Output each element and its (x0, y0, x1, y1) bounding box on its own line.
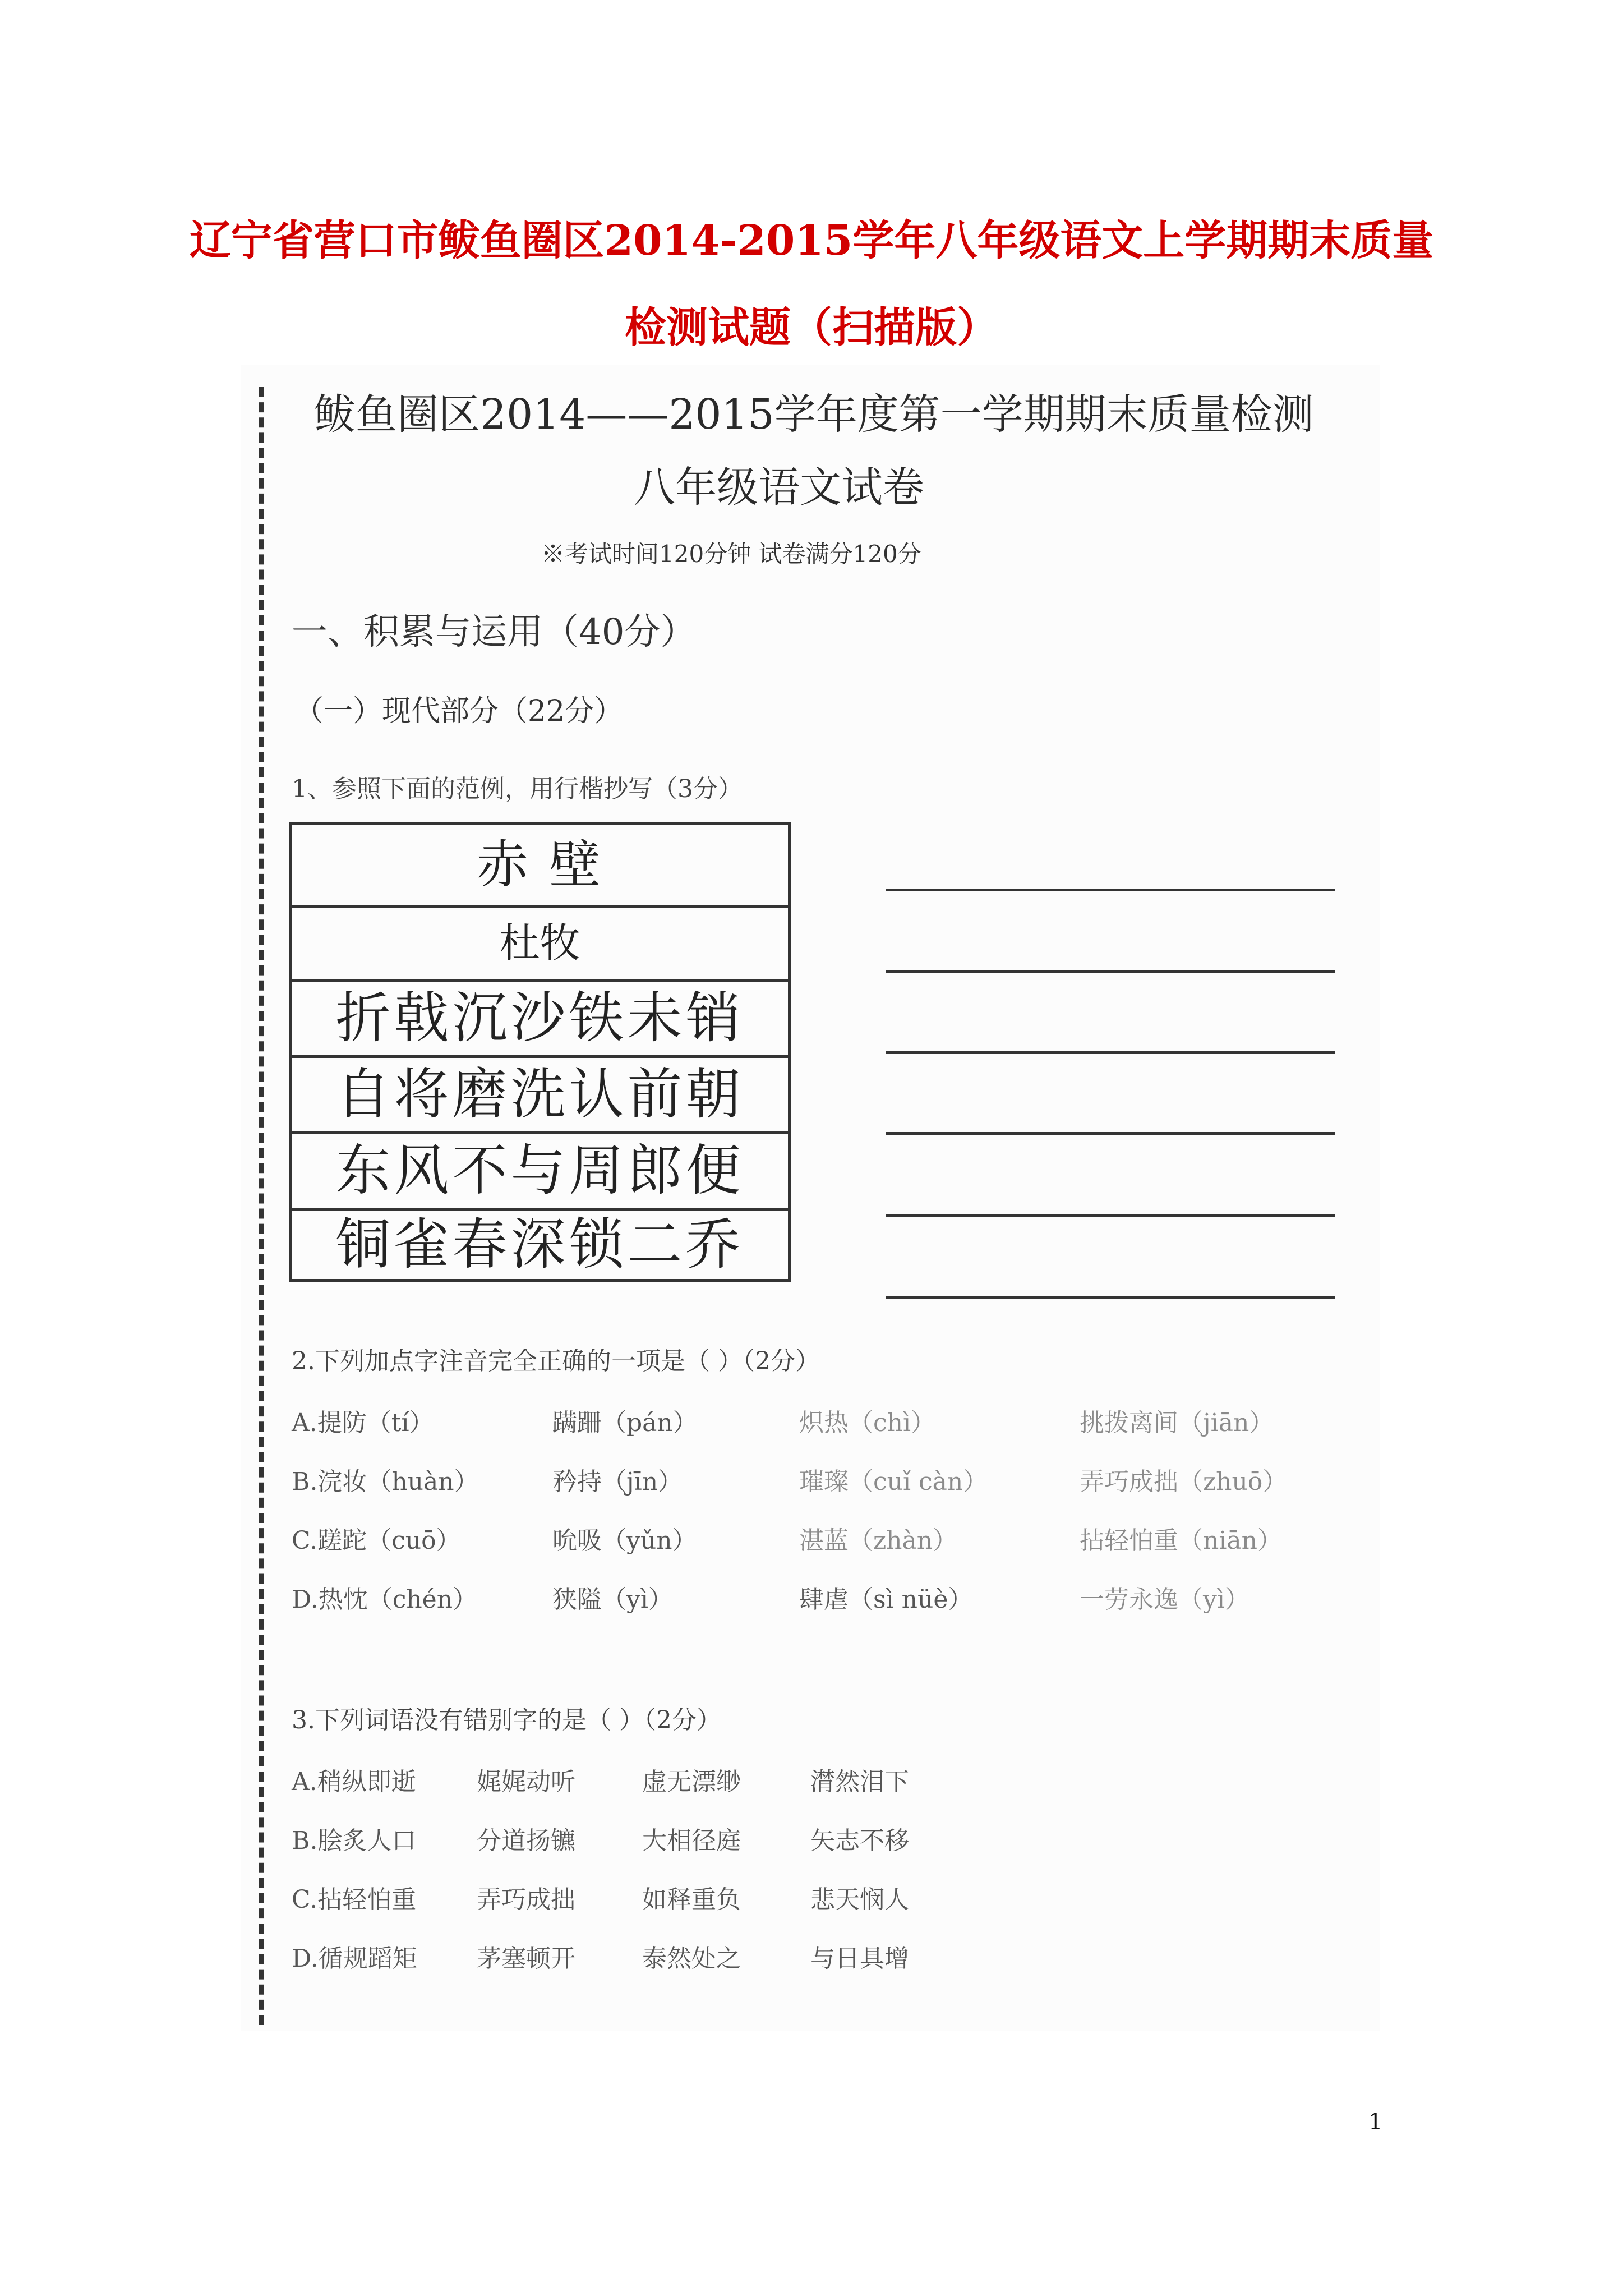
exam-meta: ※考试时间120分钟 试卷满分120分 (541, 540, 921, 568)
example-line-2: 自将磨洗认前朝 (292, 1058, 788, 1134)
q2-option-a-1: A.提防（tí） (292, 1409, 434, 1437)
q2-option-c-1: C.蹉跎（cuō） (292, 1526, 461, 1555)
question-3-prompt: 3.下列词语没有错别字的是（ ）（2分） (292, 1706, 721, 1734)
q2-option-c-2: 吮吸（yǔn） (552, 1526, 697, 1555)
calligraphy-example-box (289, 822, 791, 1282)
q2-option-d-3: 肆虐（sì nüè） (799, 1585, 973, 1614)
q2-option-b-2: 矜持（jīn） (552, 1467, 683, 1496)
q3-option-d-1: D.循规蹈矩 (292, 1944, 417, 1973)
page-number: 1 (1368, 2109, 1383, 2135)
example-line-3: 东风不与周郎便 (292, 1134, 788, 1211)
q3-option-d-3: 泰然处之 (642, 1944, 741, 1973)
q3-option-d-4: 与日具增 (810, 1944, 909, 1973)
exam-title-line-2: 八年级语文试卷 (634, 463, 924, 512)
document-title-line-2: 检测试题（扫描版） (625, 303, 998, 352)
q2-option-b-4: 弄巧成拙（zhuō） (1080, 1467, 1288, 1496)
q2-option-b-3: 璀璨（cuǐ càn） (799, 1467, 988, 1496)
subsection-heading: （一）现代部分（22分） (294, 694, 624, 728)
q2-option-a-2: 蹒跚（pán） (552, 1409, 698, 1437)
answer-line (886, 1214, 1335, 1217)
answer-line (886, 1051, 1335, 1054)
q3-option-b-4: 矢志不移 (810, 1826, 909, 1855)
section-heading: 一、积累与运用（40分） (292, 611, 697, 653)
binding-dashed-line (259, 387, 264, 2025)
q2-option-c-3: 湛蓝（zhàn） (799, 1526, 958, 1555)
example-title: 赤 壁 (292, 825, 788, 908)
q2-option-b-1: B.浣妆（huàn） (292, 1467, 479, 1496)
q3-option-b-3: 大相径庭 (642, 1826, 741, 1855)
q2-option-c-4: 拈轻怕重（niān） (1080, 1526, 1282, 1555)
q3-option-c-1: C.拈轻怕重 (292, 1885, 417, 1914)
answer-line (886, 1296, 1335, 1299)
q2-option-d-2: 狭隘（yì） (552, 1585, 673, 1614)
question-1-prompt: 1、参照下面的范例，用行楷抄写（3分） (292, 775, 743, 803)
q2-option-d-4: 一劳永逸（yì） (1080, 1585, 1249, 1614)
q2-option-d-1: D.热忱（chén） (292, 1585, 478, 1614)
document-title-line-1: 辽宁省营口市鲅鱼圈区2014-2015学年八年级语文上学期期末质量 (189, 217, 1434, 265)
example-line-4: 铜雀春深锁二乔 (335, 1213, 744, 1277)
question-2-prompt: 2.下列加点字注音完全正确的一项是（ ）（2分） (292, 1347, 820, 1375)
q3-option-b-2: 分道扬镳 (477, 1826, 575, 1855)
example-author: 杜牧 (292, 908, 788, 982)
exam-title-line-1: 鲅鱼圈区2014——2015学年度第一学期期末质量检测 (314, 390, 1314, 439)
q3-option-c-3: 如释重负 (642, 1885, 741, 1914)
q3-option-a-3: 虚无漂缈 (642, 1768, 741, 1796)
q3-option-c-4: 悲天悯人 (810, 1885, 909, 1914)
q3-option-a-2: 娓娓动听 (477, 1768, 575, 1796)
answer-line (886, 889, 1335, 891)
q3-option-a-4: 潸然泪下 (810, 1768, 909, 1796)
q2-option-a-3: 炽热（chì） (799, 1409, 936, 1437)
q3-option-b-1: B.脍炙人口 (292, 1826, 417, 1855)
q2-option-a-4: 挑拨离间（jiān） (1080, 1409, 1274, 1437)
q3-option-d-2: 茅塞顿开 (477, 1944, 575, 1973)
answer-line (886, 1132, 1335, 1135)
q3-option-c-2: 弄巧成拙 (477, 1885, 575, 1914)
answer-line (886, 970, 1335, 973)
example-line-1: 折戟沉沙铁未销 (292, 982, 788, 1058)
q3-option-a-1: A.稍纵即逝 (292, 1768, 416, 1796)
